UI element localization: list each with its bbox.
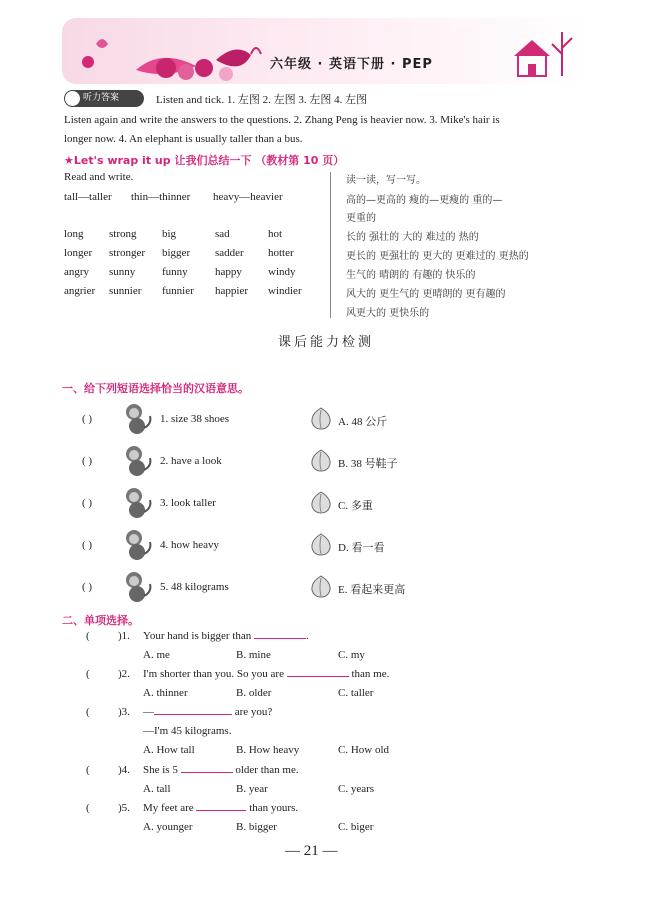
word-row-4-1: angrier bbox=[64, 285, 96, 297]
answer-paren-open[interactable]: ( bbox=[86, 630, 90, 642]
word-row-1-4: sad bbox=[215, 228, 230, 240]
phrase-5: 5. 48 kilograms bbox=[160, 581, 229, 593]
meaning-a: A. 48 公斤 bbox=[338, 416, 388, 428]
page-header-title: 六年级 · 英语下册 · PEP bbox=[270, 57, 433, 72]
answer-blank[interactable] bbox=[287, 676, 349, 677]
word-row-3-3: funny bbox=[162, 266, 188, 278]
question-number: )2. bbox=[118, 668, 130, 680]
answer-blank[interactable] bbox=[181, 772, 233, 773]
headphones-icon bbox=[65, 91, 80, 106]
word-row-4-3: funnier bbox=[162, 285, 194, 297]
word-row-3-2: sunny bbox=[109, 266, 136, 278]
option-a[interactable]: A. How tall bbox=[143, 744, 195, 756]
word-row-1-5: hot bbox=[268, 228, 283, 240]
listen-again-line-2: longer now. 4. An elephant is usually taller than a bus. bbox=[64, 133, 303, 145]
question-number: )1. bbox=[118, 630, 130, 642]
word-row-2-3: bigger bbox=[162, 247, 191, 259]
peach-icon bbox=[310, 490, 332, 514]
word-row-4-4: happier bbox=[215, 285, 248, 297]
meaning-e: E. 看起来更高 bbox=[338, 584, 406, 596]
part1-title: 一、给下列短语选择恰当的汉语意思。 bbox=[62, 382, 249, 395]
word-row-4-5: windier bbox=[268, 285, 302, 297]
option-a[interactable]: A. thinner bbox=[143, 687, 188, 699]
stem-post: older than me. bbox=[235, 764, 299, 776]
question-1-stem bbox=[143, 630, 309, 642]
option-b[interactable]: B. How heavy bbox=[236, 744, 300, 756]
option-b[interactable]: B. year bbox=[236, 783, 268, 795]
question-number: )3. bbox=[118, 706, 130, 718]
read-and-write-label: Read and write. bbox=[64, 171, 134, 183]
listen-tick-answers: Listen and tick. 1. 左图 2. 左图 3. 左图 4. 左图 bbox=[156, 94, 368, 106]
chinese-row-1: 长的 强壮的 大的 难过的 热的 bbox=[346, 232, 479, 243]
word-row-1-2: strong bbox=[109, 228, 137, 240]
word-row-4-2: sunnier bbox=[109, 285, 142, 297]
comparative-2: thin—thinner bbox=[131, 191, 191, 203]
word-row-3-1: angry bbox=[64, 266, 90, 278]
option-b[interactable]: B. mine bbox=[236, 649, 271, 661]
question-number: )5. bbox=[118, 802, 130, 814]
word-row-3-4: happy bbox=[215, 266, 242, 278]
word-row-2-4: sadder bbox=[215, 247, 244, 259]
word-row-2-5: hotter bbox=[268, 247, 294, 259]
phrase-4: 4. how heavy bbox=[160, 539, 219, 551]
wrap-it-up-title: ★Let's wrap it up 让我们总结一下 （教材第 10 页） bbox=[64, 154, 345, 167]
chinese-line-2: 更重的 bbox=[346, 213, 376, 224]
stem-pre: I'm shorter than you. So you are bbox=[143, 668, 284, 680]
answer-paren[interactable]: ( ) bbox=[82, 581, 93, 593]
stem-post: than me. bbox=[351, 668, 390, 680]
answer-paren-open[interactable]: ( bbox=[86, 764, 90, 776]
section-heading: 课后能力检测 bbox=[278, 335, 375, 350]
question-2-stem bbox=[143, 668, 389, 680]
option-c[interactable]: C. How old bbox=[338, 744, 390, 756]
option-b[interactable]: B. bigger bbox=[236, 821, 277, 833]
option-a[interactable]: A. me bbox=[143, 649, 170, 661]
word-row-1-1: long bbox=[64, 228, 84, 240]
option-c[interactable]: C. years bbox=[338, 783, 375, 795]
option-c[interactable]: C. biger bbox=[338, 821, 374, 833]
answer-paren-open[interactable]: ( bbox=[86, 668, 90, 680]
chinese-row-3: 生气的 晴朗的 有趣的 快乐的 bbox=[346, 270, 476, 281]
answer-paren-open[interactable]: ( bbox=[86, 706, 90, 718]
monkey-icon bbox=[122, 444, 152, 478]
word-row-2-2: stronger bbox=[109, 247, 146, 259]
monkey-icon bbox=[122, 402, 152, 436]
answer-paren[interactable]: ( ) bbox=[82, 497, 93, 509]
question-4-stem bbox=[143, 764, 299, 776]
chinese-line-1: 高的—更高的 瘦的—更瘦的 重的— bbox=[346, 195, 503, 206]
answer-paren[interactable]: ( ) bbox=[82, 413, 93, 425]
option-c[interactable]: C. my bbox=[338, 649, 365, 661]
word-row-1-3: big bbox=[162, 228, 177, 240]
chinese-row-2: 更长的 更强壮的 更大的 更难过的 更热的 bbox=[346, 251, 529, 262]
answer-paren[interactable]: ( ) bbox=[82, 539, 93, 551]
question-number: )4. bbox=[118, 764, 130, 776]
answer-paren-open[interactable]: ( bbox=[86, 802, 90, 814]
listening-answers-badge bbox=[64, 90, 144, 107]
phrase-3: 3. look taller bbox=[160, 497, 216, 509]
peach-icon bbox=[310, 406, 332, 430]
phrase-1: 1. size 38 shoes bbox=[160, 413, 230, 425]
peach-icon bbox=[310, 574, 332, 598]
monkey-icon bbox=[122, 570, 152, 604]
question-3-stem bbox=[143, 706, 272, 718]
stem-pre: — bbox=[143, 706, 154, 718]
listen-again-line-1: Listen again and write the answers to the questions. 2. Zhang Peng is heavier now. 3. Mike's hair is bbox=[64, 114, 500, 126]
stem-post: . bbox=[306, 630, 309, 642]
stem-pre: Your hand is bigger than bbox=[143, 630, 252, 642]
stem-post: than yours. bbox=[249, 802, 299, 814]
comparative-1: tall—taller bbox=[64, 191, 112, 203]
stem-post: are you? bbox=[234, 706, 273, 718]
column-divider bbox=[330, 172, 331, 318]
chinese-row-4: 风大的 更生气的 更晴朗的 更有趣的 bbox=[346, 289, 506, 300]
question-3-reply: —I'm 45 kilograms. bbox=[143, 725, 232, 737]
part2-title: 二、单项选择。 bbox=[62, 614, 139, 627]
matching-list bbox=[82, 398, 622, 608]
monkey-icon bbox=[122, 528, 152, 562]
chinese-read-write-title: 读一读，写一写。 bbox=[346, 175, 426, 186]
phrase-2: 2. have a look bbox=[160, 455, 222, 467]
option-b[interactable]: B. older bbox=[236, 687, 272, 699]
word-row-3-5: windy bbox=[268, 266, 296, 278]
answer-blank[interactable] bbox=[254, 638, 306, 639]
peach-icon bbox=[310, 532, 332, 556]
answer-paren[interactable]: ( ) bbox=[82, 455, 93, 467]
word-row-2-1: longer bbox=[64, 247, 93, 259]
answer-blank[interactable] bbox=[154, 714, 232, 715]
monkey-icon bbox=[122, 486, 152, 520]
chinese-row-5: 风更大的 更快乐的 bbox=[346, 308, 430, 319]
answer-blank[interactable] bbox=[196, 810, 246, 811]
question-5-stem bbox=[143, 802, 298, 814]
meaning-d: D. 看一看 bbox=[338, 542, 385, 554]
stem-pre: She is 5 bbox=[143, 764, 178, 776]
house-tree-icon bbox=[500, 24, 586, 82]
option-a[interactable]: A. tall bbox=[143, 783, 171, 795]
page-number: — 21 — bbox=[285, 843, 338, 859]
badge-label: 听力答案 bbox=[83, 93, 120, 103]
option-c[interactable]: C. taller bbox=[338, 687, 374, 699]
meaning-b: B. 38 号鞋子 bbox=[338, 458, 398, 470]
stem-pre: My feet are bbox=[143, 802, 194, 814]
option-a[interactable]: A. younger bbox=[143, 821, 193, 833]
meaning-c: C. 多重 bbox=[338, 500, 373, 512]
comparative-3: heavy—heavier bbox=[213, 191, 283, 203]
peach-icon bbox=[310, 448, 332, 472]
